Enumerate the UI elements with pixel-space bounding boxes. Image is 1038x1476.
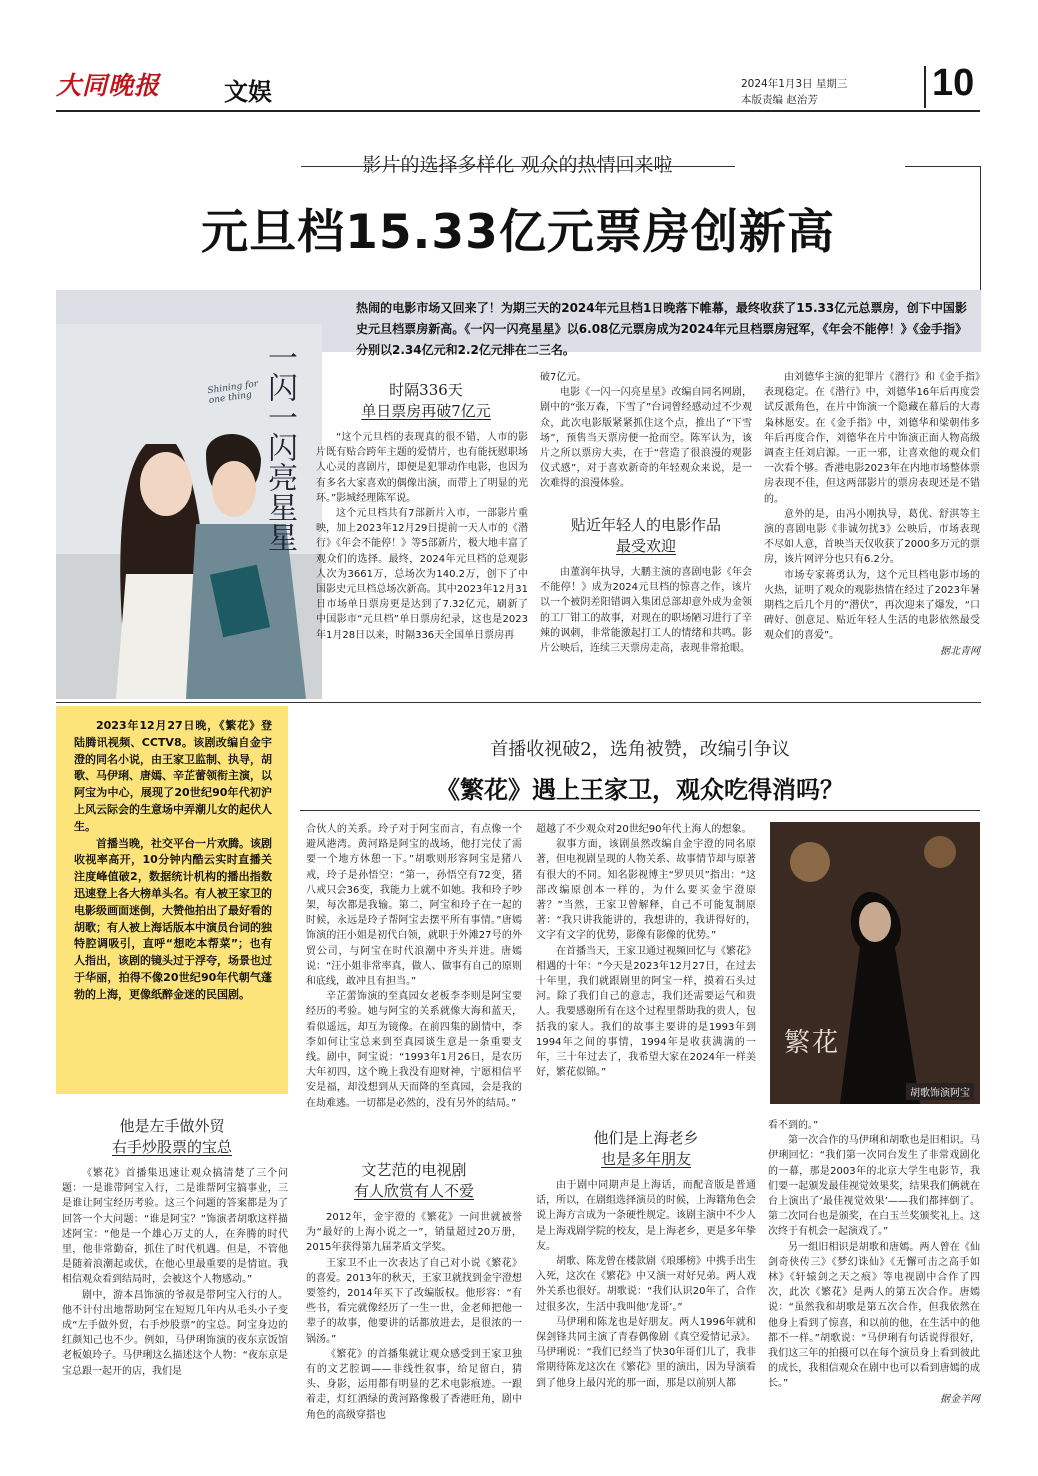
frame-top-left-gap <box>56 162 301 172</box>
paragraph: 剧中，游本昌饰演的爷叔是带阿宝入行的人。他不计付出地帮助阿宝在短短几年内从毛头小子变成“左手做外贸，右手炒股票”的宝总。阿宝身边的红颜知己也不少。例如，马伊琍饰演的夜东京饭馆老板娘玲子。马伊琍这么描述这个人物：“夜东京是宝总跟一起开的店，我们是 <box>62 1289 288 1377</box>
article2-section1-heading <box>56 1116 288 1158</box>
paragraph: 首播当晚，社交平台一片欢腾。该剧收视率高开，10分钟内酷云实时直播关注度峰值破2，数据统计机构的播出指数迅速登上各大榜单头名。有人被王家卫的电影级画面迷倒，大赞他拍出了最好看的胡歌；有人被上海话版本中演员台词的独特腔调吸引，直呼“想吃本帮菜”；也有人指出，该剧的镜头过于浮夸，场景也过于华丽，拍得不像20世纪90年代朝气蓬勃的上海，更像纸醉金迷的民国剧。 <box>74 836 272 1001</box>
heading-line-1: 时隔336天 <box>389 381 463 399</box>
article1-headline: 元旦档15.33亿元票房创新高 <box>201 205 835 260</box>
poster-subtitle: Shining for one thing <box>206 379 259 407</box>
paragraph: 电影《一闪一闪亮星星》改编自同名网剧，剧中的“张万森，下雪了”台词曾经感动过不少观众，此次电影版紧紧抓住这个点，推出了“下雪场”，预售当天票房便一抢而空。陈军认为，该片之所以票房大卖，在于“营造了很浪漫的观影仪式感”，对于喜欢新奇的年轻观众来说，是一次难得的浪漫体验。 <box>540 387 752 490</box>
paragraph: 市场专家蒋勇认为，这个元旦档电影市场的火热，证明了观众的观影热情在经过了2023年暑期档之后几个月的“潜伏”，再次迎来了爆发，“口碑好、创意足、贴近年轻人生活的电影依然最受观众们的喜爱”。 <box>764 569 980 642</box>
heading-line-1: 文艺范的电视剧 <box>361 1161 467 1179</box>
paragraph: 胡歌、陈龙曾在楼款剧《琅琊榜》中携手出生入死，这次在《繁花》中又演一对好兄弟。两人戏外关系也很好。胡歌说：“我们认识20年了，合作过很多次，生活中我叫他‘龙哥’。” <box>536 1256 756 1313</box>
article1-column-1 <box>316 430 528 643</box>
paragraph: 在首播当天，王家卫通过视频回忆与《繁花》相遇的十年：“今天是2023年12月27日，在过去十年里，我们就跟剧里的阿宝一样，摸着石头过河。除了我们自己的意志，我们还需要运气和贵人。我要感谢所有在这个过程里帮助我的贵人，包括我的家人。我们的故事主要讲的是1993年到1994年之间的事情，1994年是收获满满的一年，三十年过去了，我希望大家在2024年一样美好，繁花似锦。” <box>536 945 756 1079</box>
article2-section2-heading <box>306 1160 522 1202</box>
paragraph: 第一次合作的马伊琍和胡歌也是旧相识。马伊琍回忆：“我们第一次同台发生了非常戏剧化的一幕，那是2003年的北京大学生电影节，我们要一起颁发最佳视觉效果奖，结果我们俩就在台上演出了‘最佳视觉效果’——我们都摔倒了。第二次同台也是颁奖，在白玉兰奖颁奖礼上。这次终于有机会一起演戏了。” <box>768 1135 980 1238</box>
article1-column-2b <box>540 565 752 656</box>
article2-column-b <box>306 822 522 1111</box>
paragraph: 由董润年执导，大鹏主演的喜剧电影《年会不能停！》成为2024元旦档的惊喜之作，该片以一个被阴差阳错调入集团总部却意外成为金领的工厂钳工的故事，对现在的职场陋习进行了辛辣的讽刺，非常能激起打工人的情绪和共鸣。影片公映后，连续三天票房走高，表现非常抢眼。 <box>540 567 752 655</box>
date-line: 2024年1月3日 星期三 <box>741 78 848 90</box>
paragraph: 合伙人的关系。玲子对于阿宝而言，有点像一个避风港湾。黄河路是阿宝的战场，他打完仗了需要一个地方休憩一下。”胡歌则形容阿宝是猪八戒，玲子是孙悟空：“第一，孙悟空有72变，猪八戒只会36变，我能力上就不如她。我和玲子吵架，每次都是我输。第二，阿宝和玲子在一起的时候，永远是玲子帮阿宝去摆平所有事情。”唐嫣饰演的汪小姐是初代白领，就职于外滩27号的外贸公司，与阿宝在时代浪潮中齐头并进。唐嫣说：“汪小姐非常率真，做人、做事有自己的原则和底线，敢冲且有担当。” <box>306 824 522 988</box>
article-divider <box>56 702 981 703</box>
frame-top-right-gap <box>735 162 905 172</box>
page-number: 10 <box>932 62 975 104</box>
article2-column-a <box>62 1166 288 1379</box>
section-title: 文娱 <box>224 77 272 106</box>
article2-subtitle-rule <box>300 810 980 811</box>
editor-line: 本版责编 赵治芳 <box>741 94 818 106</box>
poster-title: 一闪一闪亮星星 <box>262 342 297 552</box>
paragraph: 看不到的。” <box>768 1120 819 1131</box>
heading-line-1: 他是左手做外贸 <box>119 1117 225 1135</box>
article1-section2-heading <box>540 515 752 557</box>
article2-column-b2 <box>306 1210 522 1423</box>
paragraph: 马伊琍和陈龙也是好朋友。两人1996年就和保剑锋共同主演了青春偶像剧《真空爱情记录》。马伊琍说：“我们已经当了快30年哥们儿了，我非常期待陈龙这次在《繁花》里的演出，因为导演看到了他身上最闪光的那一面，那是以前别人都 <box>536 1316 756 1389</box>
paragraph: 2023年12月27日晚，《繁花》登陆腾讯视频、CCTV8。该剧改编自金宇澄的同名小说，由王家卫监制、执导，胡歌、马伊琍、唐嫣、辛芷蕾领衔主演，以阿宝为中心，展现了20世纪90年代初沪上风云际会的生意场中弄潮儿女的起伏人生。 <box>74 719 272 833</box>
paragraph: 由刘德华主演的犯罪片《潜行》和《金手指》表现稳定。在《潜行》中，刘德华16年后再度尝试反派角色，在片中饰演一个隐藏在幕后的大毒枭林愿安。在《金手指》中，刘德华和梁朝伟多年后再度合作，刘德华在片中饰演正面人物高级调查主任刘启源。一正一邪，让喜欢他的观众们一次看个够。香港电影2023年在内地市场整体票房表现不佳，但这两部影片的票房表现还是不错的。 <box>764 372 980 505</box>
masthead-divider <box>924 66 926 108</box>
movie-poster-photo <box>56 324 322 699</box>
article2-column-c <box>536 822 756 1080</box>
article1-subtitle: 影片的选择多样化 观众的热情回来啦 <box>362 154 673 176</box>
article1-column-2 <box>540 370 752 492</box>
paragraph: 叙事方面，该剧虽然改编自金宇澄的同名原著，但电视剧呈现的人物关系、故事情节却与原著有很大的不同。知名影视博主“罗贝贝”指出：“这部改编原创本一样的，为什么要买金宇澄原著？”当然，王家卫曾解释，自己不可能复制原著：“我只讲我能讲的，我想讲的，我讲得好的，文字有文字的优势，影像有影像的优势。” <box>536 839 756 942</box>
drama-still-photo <box>770 822 980 1104</box>
article1-credit: 据北青网 <box>940 645 980 657</box>
paragraph: 王家卫不止一次表达了自己对小说《繁花》的喜爱。2013年的秋天，王家卫就找到金宇澄想要签约，2014年买下了改编版权。他形容：“有些书，看完就像经历了一生一世，金老师把他一辈子的故事，他要讲的话都放进去，是很浓的一锅汤。” <box>306 1257 522 1345</box>
heading-line-2: 也是多年朋友 <box>600 1150 691 1168</box>
heading-line-2: 有人欣赏有人不爱 <box>353 1182 474 1200</box>
heading-line-2: 最受欢迎 <box>615 537 676 555</box>
article1-lead: 热闹的电影市场又回来了！为期三天的2024年元旦档1日晚落下帷幕，最终收获了15.33亿元总票房，创下中国影史元旦档票房新高。《一闪一闪亮星星》以6.08亿元票房成为2024年元旦档票房冠军，《年会不能停！》《金手指》分别以2.34亿元和2.2亿元排在二三名。 <box>56 290 981 352</box>
heading-line-2: 单日票房再破7亿元 <box>361 402 491 420</box>
article2-column-c2 <box>536 1178 756 1391</box>
paragraph: 辛芷蕾饰演的至真园女老板李李则是阿宝要经历的考验。她与阿宝的关系就像大海和蓝天，看似遥远，却互为镜像。在前四集的剧情中，李李如何让宝总来到至真园谈生意是一条重要支线。剧中，阿宝说：“1993年1月26日，是农历大年初四，这个晚上我没有迎财神，宁愿相信平安是福，却没想到从天而降的至真园，会是我的在劫难逃。一切都是必然的，没有另外的结局。” <box>306 991 522 1109</box>
photo-logo: 繁花 <box>784 1028 841 1058</box>
article2-intro-box <box>56 706 288 1094</box>
article2-credit: 据金羊网 <box>940 1393 980 1405</box>
paragraph: 另一组旧相识是胡歌和唐嫣。两人曾在《仙剑奇侠传三》《梦幻诛仙》《无懈可击之高手如林》《轩辕剑之天之痕》等电视剧中合作了四次，此次《繁花》是两人的第五次合作。唐嫣说：“虽然我和胡歌是第五次合作，但我依然在他身上看到了惊喜，和以前的他，在生活中的他都不一样。”胡歌说：“马伊琍有句话说得很好，我们这三年的拍摄可以在每个演员身上看到彼此的成长，我相信观众在剧中也可以看到唐嫣的成长。” <box>768 1241 980 1390</box>
paragraph: 超越了不少观众对20世纪90年代上海人的想象。 <box>536 824 752 835</box>
article2-headline: 《繁花》遇上王家卫，观众吃得消吗？ <box>436 776 844 804</box>
heading-line-2: 右手炒股票的宝总 <box>111 1138 232 1156</box>
paragraph: 这个元旦档共有7部新片入市，一部影片重映，加上2023年12月29日提前一天人市的《潜行》《年会不能停！》等5部新片，极大地丰富了观众们的选择。最终，2024年元旦档的总观影人次为3661万，总场次为140.2万，创下了中国影史元旦档总场次新高。其中2023年12月31日市场单日票房更是达到了7.32亿元，刷新了中国影市“元旦档”单日票房纪录，这也是2023年1月28日以来，时隔336天全国单日票房再 <box>316 508 528 641</box>
masthead-rule <box>56 110 980 112</box>
newspaper-logo: 大同晚报 <box>56 71 161 100</box>
paragraph: 2012年，金宇澄的《繁花》一问世就被誉为“最好的上海小说之一”，销量超过20万册，2015年获得第九届茅盾文学奖。 <box>306 1212 522 1254</box>
article2-subtitle: 首播收视破2，选角被赞，改编引争议 <box>490 739 790 760</box>
still-illustration <box>770 822 980 1104</box>
paragraph: “这个元旦档的表现真的很不错，人市的影片既有贴合跨年主题的爱情片，也有能抚慰职场人心灵的喜剧片，即便是犯罪动作电影，也因为有多名大家喜欢的偶像出演，而带上了明显的光环。”影城经理陈军说。 <box>316 432 528 504</box>
publication-info <box>741 76 847 108</box>
heading-line-1: 他们是上海老乡 <box>593 1129 699 1147</box>
paragraph: 《繁花》首播集迅速让观众搞清楚了三个问题：一是谁带阿宝入行，二是谁帮阿宝搞事业，三是谁让阿宝经历考验。这三个问题的答案都是为了回答一个大问题：“谁是阿宝？”饰演者胡歌这样描述阿宝：“他是一个雄心万丈的人，在奔腾的时代里，他非常勤奋，抓住了时代机遇。但是，不管他是随着浪潮起或伏，在他心里最重要的是情谊。我相信观众看到结局时，会被这个人物感动。” <box>62 1168 288 1286</box>
article2-section3-heading <box>536 1128 756 1170</box>
article2-column-d <box>768 1118 980 1407</box>
article1-column-3 <box>764 370 980 659</box>
article1-section1-heading <box>326 380 526 422</box>
paragraph: 《繁花》的首播集就让观众感受到王家卫独有的文艺腔调——非线性叙事，给足留白，猜头、身影，运用都有明显的艺术电影痕迹。一跟着走，灯红酒绿的黄河路像极了香港旺角，剧中角色的高级穿搭也 <box>306 1348 522 1421</box>
paragraph: 意外的是，由冯小刚执导，葛优、舒淇等主演的喜剧电影《非诚勿扰3》公映后，市场表现不尽如人意，首映当天仅收获了2000多万元的票房，该片网评分也只有6.2分。 <box>764 508 980 566</box>
photo-caption: 胡歌饰演阿宝 <box>906 1083 974 1100</box>
paragraph: 由于剧中同期声是上海话，而配音版是普通话，所以，在剧组选择演员的时候，上海籍角色会说上海方言成为一条硬性规定。该剧主演中不少人是上海戏剧学院的校友，是上海老乡，更是多年挚友。 <box>536 1180 756 1252</box>
heading-line-1: 贴近年轻人的电影作品 <box>570 516 721 534</box>
paragraph: 破7亿元。 <box>540 372 587 383</box>
